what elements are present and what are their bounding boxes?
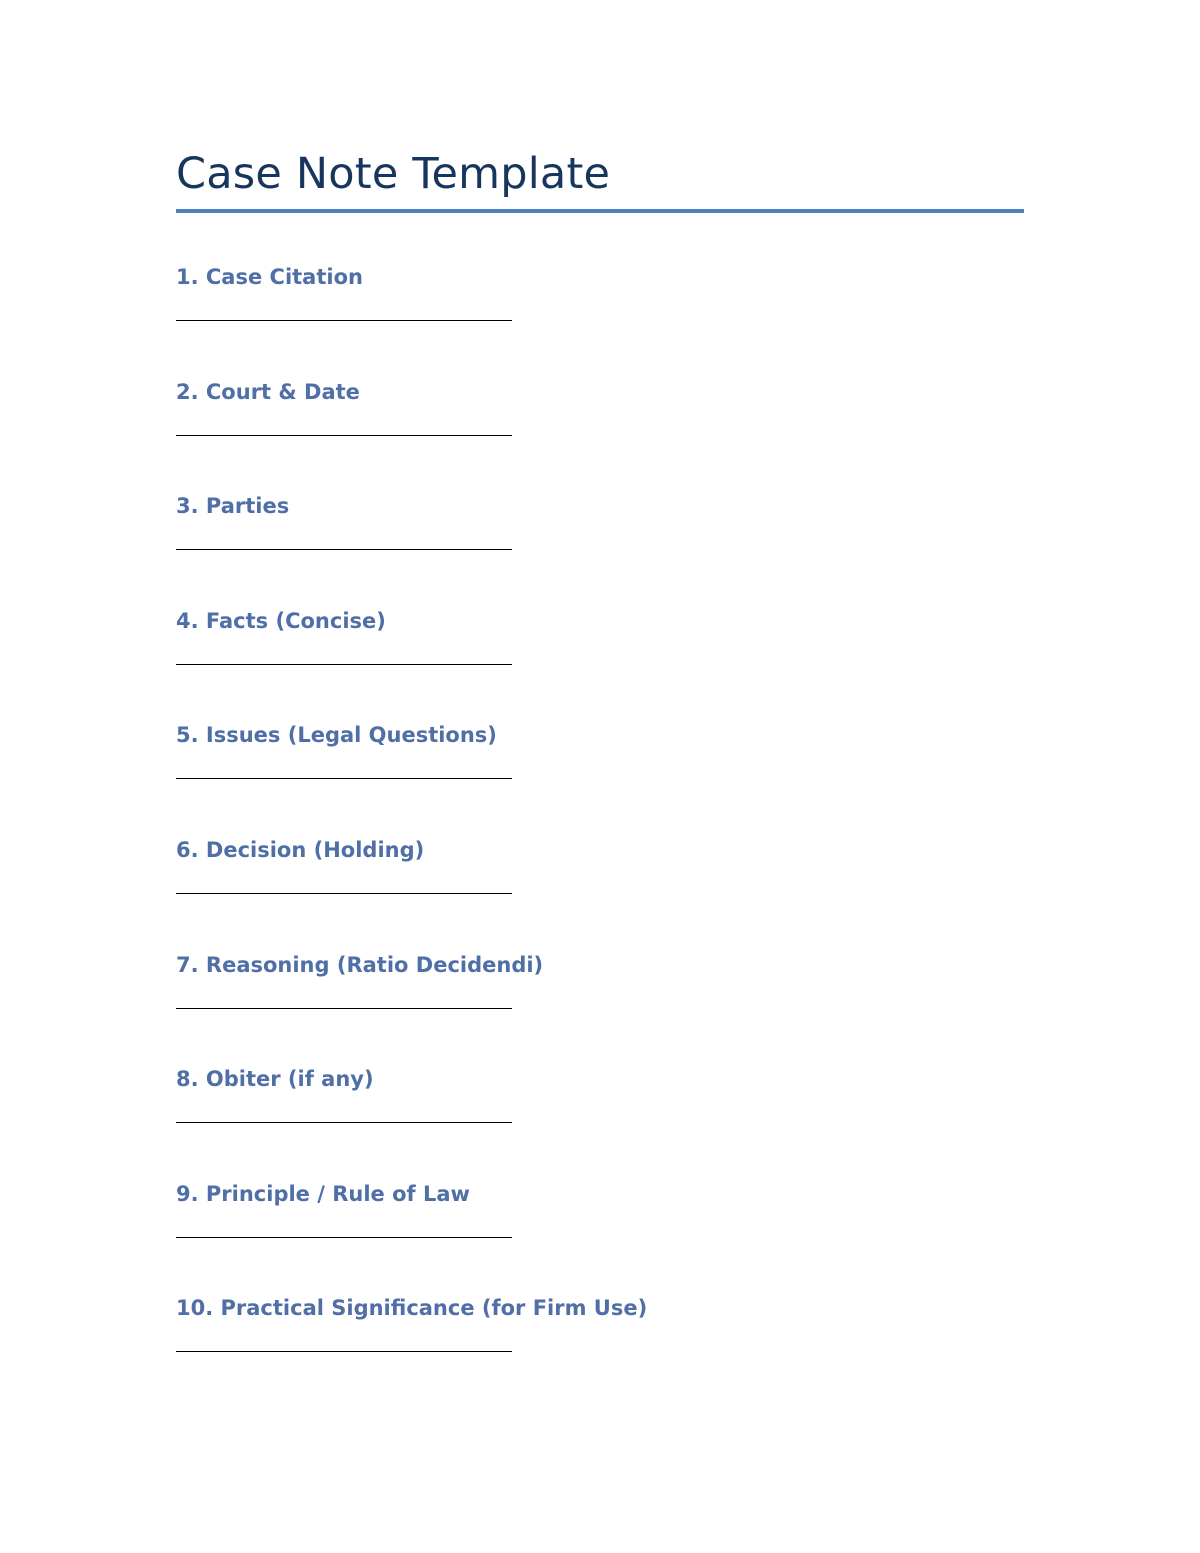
section-heading: 10. Practical Significance (for Firm Use) <box>176 1296 648 1321</box>
section-list <box>176 262 1024 1408</box>
answer-line <box>176 1237 512 1238</box>
section-reasoning <box>176 950 1024 1065</box>
section-heading: 9. Principle / Rule of Law <box>176 1181 470 1206</box>
section-heading: 7. Reasoning (Ratio Decidendi) <box>176 952 544 977</box>
section-heading: 2. Court & Date <box>176 379 360 404</box>
section-heading: 1. Case Citation <box>176 265 363 289</box>
answer-line <box>176 664 512 665</box>
section-court-date <box>176 377 1024 492</box>
section-heading: 3. Parties <box>176 494 290 519</box>
answer-line <box>176 435 512 436</box>
section-parties <box>176 491 1024 606</box>
title-underline-rule <box>176 209 1024 213</box>
section-principle <box>176 1179 1024 1294</box>
answer-line <box>176 1008 512 1009</box>
section-issues <box>176 720 1024 835</box>
section-practical-significance <box>176 1293 1024 1408</box>
section-heading: 4. Facts (Concise) <box>176 608 386 633</box>
section-heading: 6. Decision (Holding) <box>176 837 425 862</box>
page-title: Case Note Template <box>176 149 611 199</box>
answer-line <box>176 893 512 894</box>
answer-line <box>176 320 512 321</box>
answer-line <box>176 1351 512 1352</box>
section-obiter <box>176 1064 1024 1179</box>
answer-line <box>176 1122 512 1123</box>
section-heading: 5. Issues (Legal Questions) <box>176 723 497 748</box>
answer-line <box>176 549 512 550</box>
section-case-citation <box>176 262 1024 377</box>
section-heading: 8. Obiter (if any) <box>176 1067 374 1092</box>
answer-line <box>176 778 512 779</box>
section-facts <box>176 606 1024 721</box>
section-decision <box>176 835 1024 950</box>
